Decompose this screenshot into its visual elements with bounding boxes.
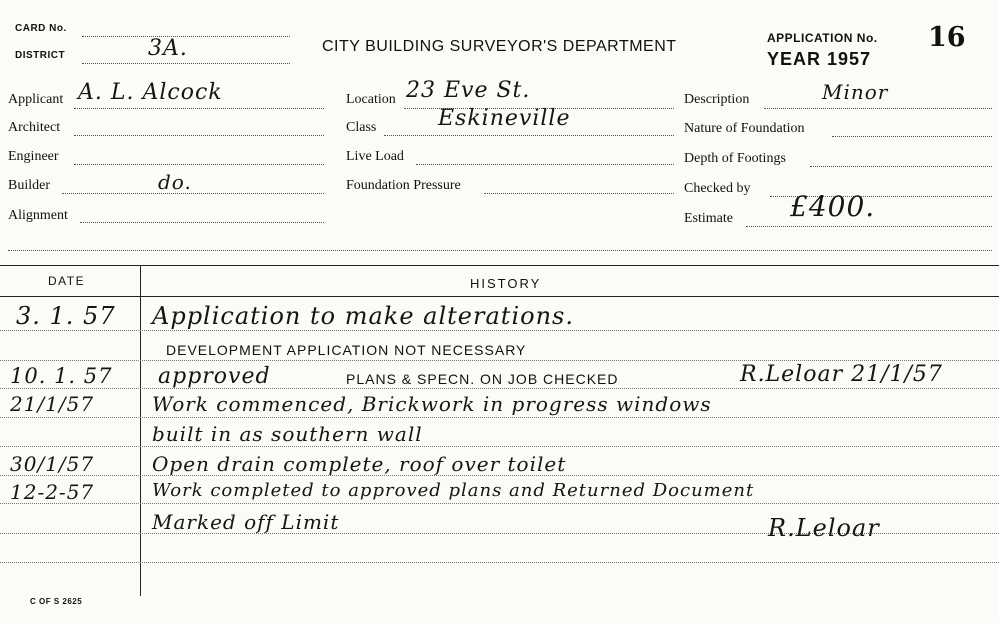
application-no-label: APPLICATION No. bbox=[767, 31, 878, 45]
history-signature: R.Leloar bbox=[768, 514, 880, 542]
history-text: built in as southern wall bbox=[152, 422, 423, 446]
history-rule bbox=[0, 503, 999, 504]
history-header-rule bbox=[0, 296, 999, 297]
history-text: Application to make alterations. bbox=[152, 302, 574, 330]
architect-label: Architect bbox=[8, 120, 61, 135]
history-stamp: PLANS & SPECN. ON JOB CHECKED bbox=[346, 371, 619, 387]
history-rule bbox=[0, 388, 999, 389]
depth-of-footings-label: Depth of Footings bbox=[684, 151, 786, 166]
class-label: Class bbox=[346, 120, 377, 135]
year-label: YEAR 1957 bbox=[767, 49, 872, 69]
alignment-line bbox=[80, 222, 324, 223]
fields-bottom-line bbox=[8, 250, 992, 251]
applicant-line bbox=[74, 108, 324, 109]
builder-line bbox=[62, 193, 324, 194]
live-load-line bbox=[416, 164, 674, 165]
history-date: 12-2-57 bbox=[10, 480, 95, 504]
department-title: CITY BUILDING SURVEYOR'S DEPARTMENT bbox=[322, 38, 677, 55]
builder-label: Builder bbox=[8, 178, 50, 193]
engineer-line bbox=[74, 164, 324, 165]
depth-of-footings-line bbox=[810, 166, 992, 167]
foundation-pressure-label: Foundation Pressure bbox=[346, 178, 461, 193]
location-value: 23 Eve St. bbox=[406, 78, 531, 103]
history-rule bbox=[0, 417, 999, 418]
history-text: Work completed to approved plans and Returned Document bbox=[152, 480, 755, 501]
history-rule bbox=[0, 360, 999, 361]
class-line bbox=[384, 135, 674, 136]
class-value: Eskineville bbox=[438, 106, 571, 131]
estimate-label: Estimate bbox=[684, 211, 733, 226]
application-number: 16 bbox=[928, 22, 966, 53]
applicant-value: A. L. Alcock bbox=[78, 80, 223, 105]
foundation-pressure-line bbox=[484, 193, 674, 194]
alignment-label: Alignment bbox=[8, 208, 68, 223]
checked-by-label: Checked by bbox=[684, 181, 751, 196]
history-rule bbox=[0, 446, 999, 447]
description-value: Minor bbox=[822, 80, 889, 104]
history-text: approved bbox=[158, 364, 271, 389]
nature-of-foundation-label: Nature of Foundation bbox=[684, 121, 805, 136]
history-rule bbox=[0, 562, 999, 563]
district-line bbox=[82, 63, 290, 64]
date-column-divider bbox=[140, 266, 141, 596]
date-header: DATE bbox=[48, 274, 86, 288]
estimate-line bbox=[746, 226, 992, 227]
history-text: Work commenced, Brickwork in progress windows bbox=[152, 392, 712, 416]
history-date: 21/1/57 bbox=[10, 392, 95, 416]
history-date: 10. 1. 57 bbox=[10, 364, 113, 388]
description-label: Description bbox=[684, 92, 750, 107]
estimate-value: £400. bbox=[790, 190, 876, 223]
district-value: 3A. bbox=[148, 36, 188, 61]
architect-line bbox=[74, 135, 324, 136]
history-date: 30/1/57 bbox=[10, 452, 95, 476]
engineer-label: Engineer bbox=[8, 149, 59, 164]
history-signature: R.Leloar 21/1/57 bbox=[740, 362, 943, 387]
builder-value: do. bbox=[158, 170, 192, 194]
live-load-label: Live Load bbox=[346, 149, 404, 164]
history-text: Open drain complete, roof over toilet bbox=[152, 452, 567, 476]
card-no-label: CARD No. bbox=[15, 23, 67, 34]
description-line bbox=[764, 108, 992, 109]
history-date: 3. 1. 57 bbox=[16, 302, 116, 330]
history-header: HISTORY bbox=[470, 276, 542, 291]
nature-of-foundation-line bbox=[832, 136, 992, 137]
applicant-label: Applicant bbox=[8, 92, 64, 107]
history-stamp: DEVELOPMENT APPLICATION NOT NECESSARY bbox=[166, 342, 527, 358]
history-text: Marked off Limit bbox=[152, 510, 340, 534]
district-label: DISTRICT bbox=[15, 50, 66, 61]
history-top-rule bbox=[0, 265, 999, 266]
location-label: Location bbox=[346, 92, 396, 107]
history-rule bbox=[0, 330, 999, 331]
form-code: C OF S 2625 bbox=[30, 597, 83, 606]
